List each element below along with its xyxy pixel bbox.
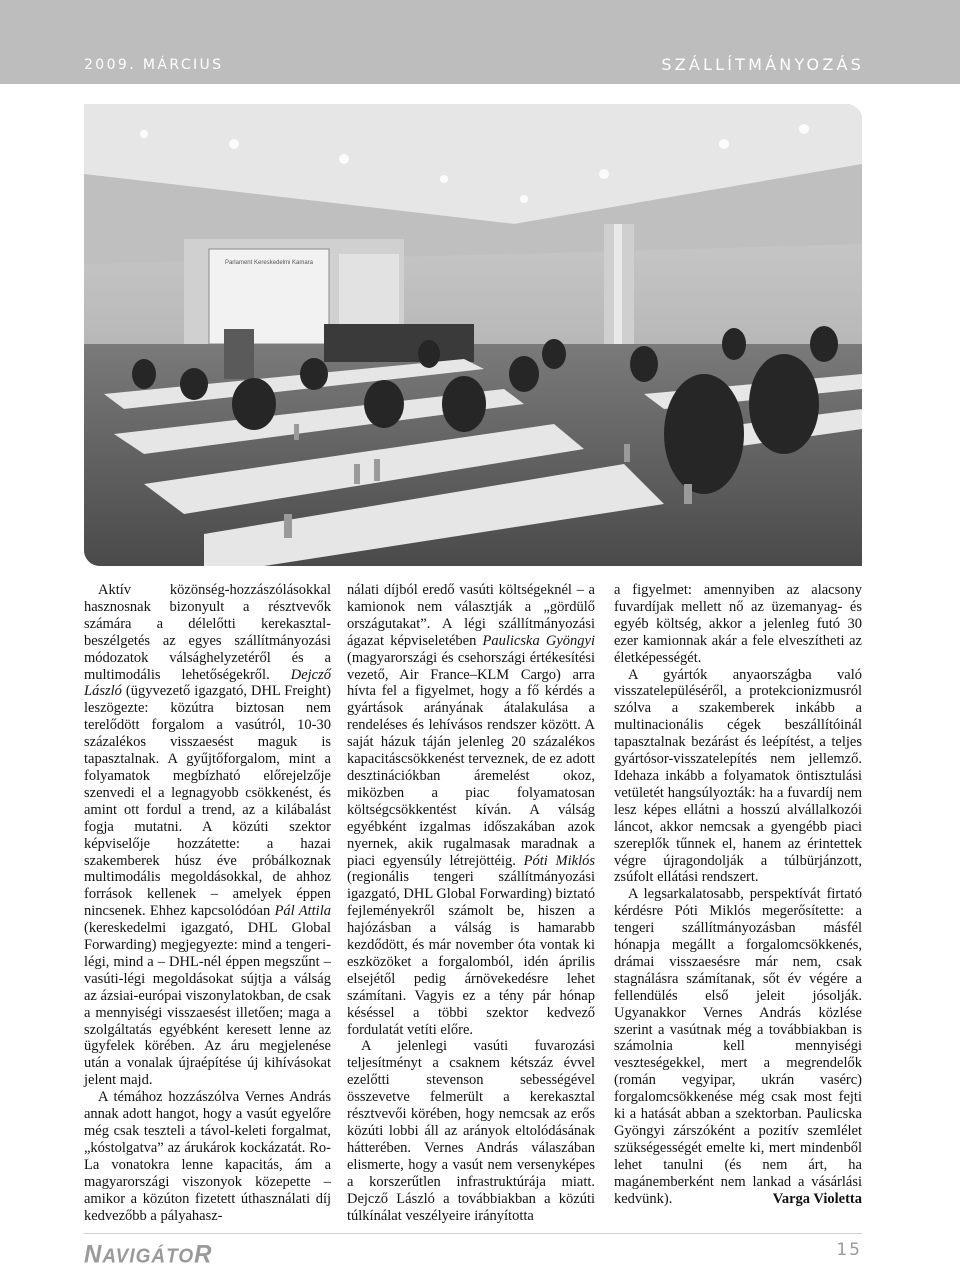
footer-divider <box>84 1233 862 1234</box>
person-name: Póti Miklós <box>523 852 595 869</box>
article-paragraph: A gyártók anyaországba való visszatelepüléséről, a protekcionizmusról szólva a szakemberek inkább a multinacionális cégek beszállítóinál tapasztalnak bezárást és leépítést, a teljes gyártósor-visszatelepítés nem jellemző. Idehaza inkább a folyamatok öntisztulási vetületét hangsúlyozták: ha a fuvardíj nem lesz képes ellátni a hosszú alvállalkozói láncot, akkor nemcsak a gyengébb piaci szereplők tűnnek el, hanem az érintettek végre újragondolják a túlbürjánzott, zsúfolt ellátási rendszert. <box>614 666 862 886</box>
article-paragraph: a figyelmet: amennyiben az alacsony fuvardíjak mellett nő az üzemanyag- és egyéb költség, akkor a jelenleg futó 30 ezer kamionnak akár a fele elveszítheti az életképességét. <box>614 582 862 666</box>
magazine-logo: NAVIGÁTOR <box>84 1240 213 1269</box>
article-column-1 <box>84 582 331 1224</box>
person-name: Dejcző László <box>84 666 331 700</box>
section-title: SZÁLLÍTMÁNYOZÁS <box>661 55 864 74</box>
article-paragraph: nálati díjból eredő vasúti költségeknél – a kamionok nem választják a „gördülő országutakat”. A légi szállítmányozási ágazat képviseletében Paulicska Gyöngyi (magyarországi és csehországi értékesítési vezető, Air France–KLM Cargo) arra hívta fel a figyelmet, hogy a fő kérdés a gyártások arányának átalakulása a rendeléses és lehívásos rendszer között. A saját házuk táján jelenleg 20 százalékos kapacitáscsökkenést terveznek, de ez adott desztinációkban áremelést okoz, miközben a piac folyamatosan költségcsökkentést kíván. A válság egyébként izgalmas időszakában azok nyernek, akik rugalmasak maradnak a piaci egyensúly létrejöttéig. Póti Miklós (regionális tengeri szállítmányozási igazgató, DHL Global Forwarding) biztató fejleményekről számolt be, hiszen a hajózásban a válság is hamarabb kezdődött, és már november óta vontak ki eszközöket a forgalomból, idén április elsejétől pedig árnövekedésre lehet számítani. Vagyis ez a tény pár hónap késéssel a többi szektor kedvező fordulatát vetíti előre. <box>347 582 595 1038</box>
issue-date: 2009. MÁRCIUS <box>84 57 224 73</box>
page-number: 15 <box>836 1240 862 1260</box>
conference-photo <box>84 104 862 566</box>
article-column-3 <box>614 582 862 1208</box>
article-paragraph: A legsarkalatosabb, perspektívát firtató kérdésre Póti Miklós megerősítette: a tengeri szállítmányozásban másfél hónapja megállt a forgalomcsökkenés, drámai visszaesésre már nem, csak stagnálásra számítanak, sőt év végére a fellendülés első jeleit jósolják. Ugyanakkor Vernes András közlése szerint a vasútnak még a továbbiakban is számolnia kell mennyiségi veszteségekkel, mert a megrendelők (román vegyipar, ukrán vasérc) forgalomcsökkenése még csak most fejti ki a hatását abban a szektorban. Paulicska Gyöngyi zárszóként a pozitív szemlélet szükségességét emelte ki, mert mindenből lehet tanulni (és nem árt, ha magánemberként nem lankad a vásárlási kedvünk). Varga Violetta <box>614 886 862 1207</box>
screen-text: Parlament Kereskedelmi Kamara <box>224 260 314 266</box>
person-name: Pál Attila <box>274 903 331 920</box>
article-paragraph: Aktív közönség-hozzászólásokkal hasznosnak bizonyult a résztvevők számára a délelőtti kerekasztal-beszélgetés az egyes szállítmányozási módozatok válsághelyzetéről és a multimodális lehetőségekről. Dejcző László (ügyvezető igazgató, DHL Freight) leszögezte: közútra biztosan nem terelődött forgalom a vasútról, 10-30 százalékos visszaesést maguk is tapasztalnak. A gyűjtőforgalom, mint a folyamatok megbízható előrejelzője szenvedi el a legnagyobb csökkenést, és amint ott fordul a trend, az a kilábalást fogja mutatni. A közúti szektor képviselője hozzátette: a hazai szakemberek húsz éve próbálkoznak multimodális megoldásokkal, de ahhoz források kellenek – amelyek éppen nincsenek. Ehhez kapcsolódóan Pál Attila (kereskedelmi igazgató, DHL Global Forwarding) megjegyezte: mind a tengeri-légi, mind a – DHL-nél éppen megszűnt – vasúti-légi megoldásokat sújtja a válság az ázsiai-európai viszonylatokban, de csak a mennyiségi visszaesést illetően; maga a szolgáltatás egyébként keresett lenne az ügyfelek körében. Az áru megjelenése után a vonalak újraépítése új kihívásokat jelent majd. <box>84 582 331 1089</box>
article-paragraph: A jelenlegi vasúti fuvarozási teljesítményt a csaknem kétszáz évvel ezelőtti stevenson sebességével összevetve felmerült a kerekasztal résztvevői körében, hogy nemcsak az erős közúti lobbi áll az arányok eltolódásának hátterében. Vernes András válaszában elismerte, hogy a vasút nem versenyképes a korszerűtlen infrastruktúrája miatt. Dejcző László a továbbiakban a közúti túlkínálat veszélyeire irányította <box>347 1038 595 1224</box>
person-name: Paulicska Gyöngyi <box>482 632 595 649</box>
article-column-2 <box>347 582 595 1224</box>
author-signature: Varga Violetta <box>772 1190 862 1207</box>
page-header <box>0 0 960 84</box>
article-paragraph: A témához hozzászólva Vernes András annak adott hangot, hogy a vasút egyelőre még csak teszteli a távol-keleti forgalmat, „kóstolgatva” az árukárok kockázatát. Ro-La vonatokra lenne kapacitás, ám a magyarországi viszonyok közepette – amikor a közúton fizetett úthasználati díj kedvezőbb a pályahasz- <box>84 1089 331 1224</box>
